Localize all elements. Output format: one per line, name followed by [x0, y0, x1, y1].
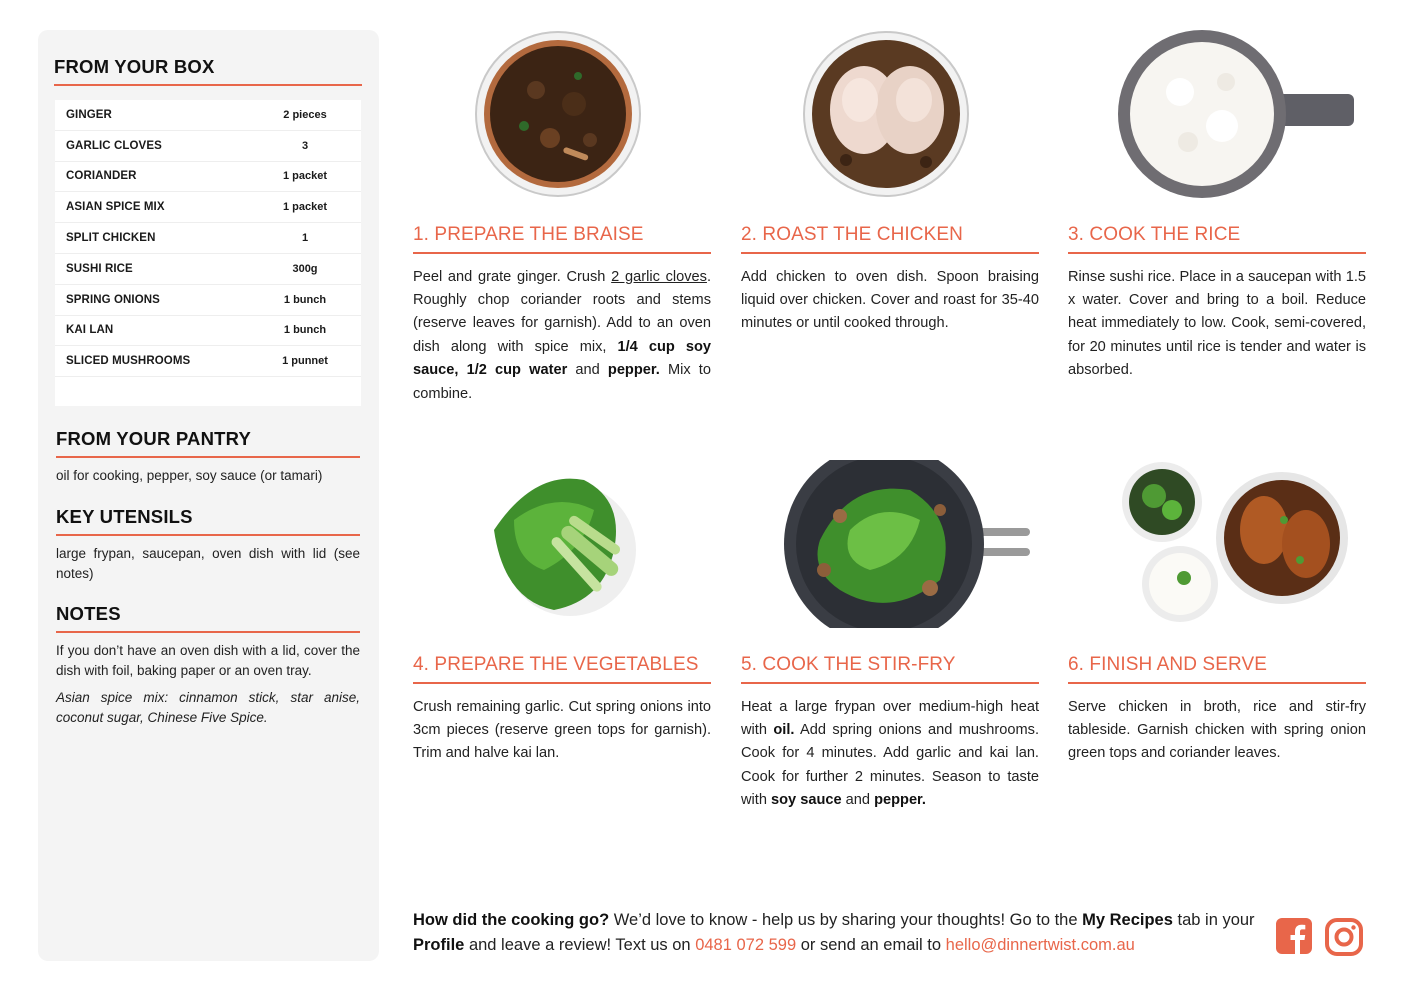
- ingredient-row: [55, 131, 361, 162]
- from-your-pantry-heading: FROM YOUR PANTRY: [56, 428, 252, 449]
- ingredient-row: [55, 285, 361, 316]
- step-text-run: pepper.: [607, 362, 660, 379]
- step-rule: [741, 682, 1039, 684]
- step-3-body: [1068, 266, 1366, 383]
- step-6: [1068, 654, 1366, 766]
- ingredient-quantity: 1 bunch: [283, 293, 327, 306]
- step-4-title: 4. PREPARE THE VEGETABLES: [413, 654, 699, 675]
- step-rule: [1068, 682, 1366, 684]
- step-text-run: Crush remaining garlic. Cut spring onions into 3cm pieces (reserve green tops for garnish). Trim and halve kai lan.: [413, 698, 711, 762]
- heading-rule: [56, 534, 360, 536]
- ingredient-row: [55, 346, 361, 377]
- ingredient-name: GINGER: [66, 108, 112, 121]
- ingredient-quantity: 2 pieces: [283, 108, 327, 121]
- ingredient-name: GARLIC CLOVES: [66, 139, 162, 152]
- ingredient-row: [55, 192, 361, 223]
- step-text-run: Rinse sushi rice. Place in a saucepan with 1.5 x water. Cover and bring to a boil. Reduce heat immediately to low. Cook, semi-covered, for 20 minutes until rice is tender and water is absorbed.: [1068, 268, 1366, 379]
- ingredient-table: [55, 100, 361, 406]
- ingredient-row: [55, 162, 361, 193]
- notes-heading: NOTES: [56, 603, 121, 624]
- profile-link[interactable]: Profile: [413, 936, 465, 954]
- step-text-run: . Roughly chop coriander roots and stems (reserve leaves for garnish). Add to an oven dish along with spice mix,: [413, 268, 712, 355]
- ingredient-name: CORIANDER: [66, 170, 137, 183]
- step-5: [741, 654, 1039, 813]
- step-text-run: 1/4 cup soy sauce, 1/2 cup water: [413, 338, 711, 379]
- step-rule: [413, 252, 711, 254]
- ingredient-quantity: 1 packet: [282, 201, 328, 214]
- step-text-run: Peel and grate ginger. Crush: [413, 268, 612, 285]
- heading-rule: [56, 631, 360, 633]
- ingredients-sidebar: [38, 30, 379, 961]
- step-text-run: Mix to combine.: [413, 362, 711, 402]
- from-your-box-section: [54, 56, 362, 86]
- step-1: [413, 224, 711, 406]
- notes-section: [56, 603, 360, 728]
- ingredient-row: [55, 223, 361, 254]
- email-link[interactable]: hello@dinnertwist.com.au: [945, 936, 1135, 954]
- facebook-icon[interactable]: [1276, 918, 1314, 956]
- ingredient-quantity: 300g: [292, 262, 318, 275]
- ingredient-name: KAI LAN: [66, 324, 114, 337]
- heading-rule: [54, 84, 362, 86]
- step-text-run: 2 garlic cloves: [611, 268, 707, 285]
- step-2-photo: [802, 30, 970, 198]
- ingredient-name: SPLIT CHICKEN: [66, 232, 156, 245]
- step-3-photo: [1114, 30, 1358, 198]
- step-rule: [741, 252, 1039, 254]
- key-utensils-section: [56, 506, 360, 584]
- step-6-photo: [1114, 460, 1350, 628]
- step-4-photo: [474, 460, 642, 628]
- feedback-question: How did the cooking go?: [413, 911, 610, 929]
- step-text-run: and: [841, 792, 875, 809]
- step-3-title: 3. COOK THE RICE: [1068, 224, 1241, 245]
- footer-text: and leave a review! Text us on: [464, 936, 696, 954]
- my-recipes-link[interactable]: My Recipes: [1082, 911, 1173, 929]
- from-your-box-heading: FROM YOUR BOX: [54, 56, 215, 77]
- heading-rule: [56, 456, 360, 458]
- ingredient-quantity: 1 packet: [282, 170, 328, 183]
- step-6-title: 6. FINISH AND SERVE: [1068, 654, 1267, 675]
- key-utensils-heading: KEY UTENSILS: [56, 506, 193, 527]
- ingredient-row: [55, 254, 361, 285]
- ingredient-quantity: 1 bunch: [283, 324, 327, 337]
- step-text-run: Heat a large frypan over medium-high heat with: [741, 698, 1039, 738]
- footer-text: or send an email to: [796, 936, 946, 954]
- instagram-icon[interactable]: [1325, 918, 1363, 956]
- step-2: [741, 224, 1039, 336]
- step-4: [413, 654, 711, 766]
- feedback-footer: [413, 908, 1263, 958]
- step-2-body: [741, 266, 1039, 336]
- pantry-text: oil for cooking, pepper, soy sauce (or tamari): [56, 468, 323, 483]
- step-rule: [413, 682, 711, 684]
- step-text-run: pepper.: [874, 792, 926, 809]
- ingredient-quantity: 1: [301, 232, 309, 245]
- step-rule: [1068, 252, 1366, 254]
- step-4-body: [413, 696, 711, 766]
- step-1-title: 1. PREPARE THE BRAISE: [413, 224, 644, 245]
- spice-mix-note: Asian spice mix: cinnamon stick, star anise, coconut sugar, Chinese Five Spice.: [56, 690, 360, 725]
- from-your-pantry-section: [56, 428, 360, 486]
- step-1-photo: [474, 30, 642, 198]
- step-1-body: [413, 266, 711, 406]
- ingredient-name: SLICED MUSHROOMS: [66, 355, 191, 368]
- step-3: [1068, 224, 1366, 383]
- ingredient-row: [55, 100, 361, 131]
- footer-text: tab in your: [1172, 911, 1255, 929]
- phone-link[interactable]: 0481 072 599: [695, 936, 797, 954]
- step-text-run: Add chicken to oven dish. Spoon braising liquid over chicken. Cover and roast for 35-40 minutes or until cooked through.: [741, 268, 1039, 332]
- step-text-run: soy sauce: [771, 792, 842, 809]
- ingredient-name: SUSHI RICE: [66, 262, 133, 275]
- step-5-photo: [780, 460, 1032, 628]
- step-text-run: oil.: [773, 721, 795, 738]
- ingredient-name: SPRING ONIONS: [66, 293, 160, 306]
- notes-text: If you don’t have an oven dish with a lid, cover the dish with foil, baking paper or an oven tray.: [56, 643, 360, 678]
- step-text-run: Serve chicken in broth, rice and stir-fry tableside. Garnish chicken with spring onion green tops and coriander leaves.: [1068, 698, 1366, 762]
- utensils-text: large frypan, saucepan, oven dish with lid (see notes): [56, 546, 360, 581]
- ingredient-row: [55, 316, 361, 347]
- footer-text: We’d love to know - help us by sharing your thoughts! Go to the: [609, 911, 1083, 929]
- step-5-body: [741, 696, 1039, 813]
- ingredient-name: ASIAN SPICE MIX: [66, 201, 165, 214]
- ingredient-quantity: 1 punnet: [282, 355, 328, 368]
- step-2-title: 2. ROAST THE CHICKEN: [741, 224, 963, 245]
- step-text-run: and: [567, 362, 608, 379]
- step-6-body: [1068, 696, 1366, 766]
- step-5-title: 5. COOK THE STIR-FRY: [741, 654, 956, 675]
- ingredient-quantity: 3: [301, 139, 309, 152]
- step-text-run: Add spring onions and mushrooms. Cook for 4 minutes. Add garlic and kai lan. Cook for further 2 minutes. Season to taste with: [741, 721, 1039, 809]
